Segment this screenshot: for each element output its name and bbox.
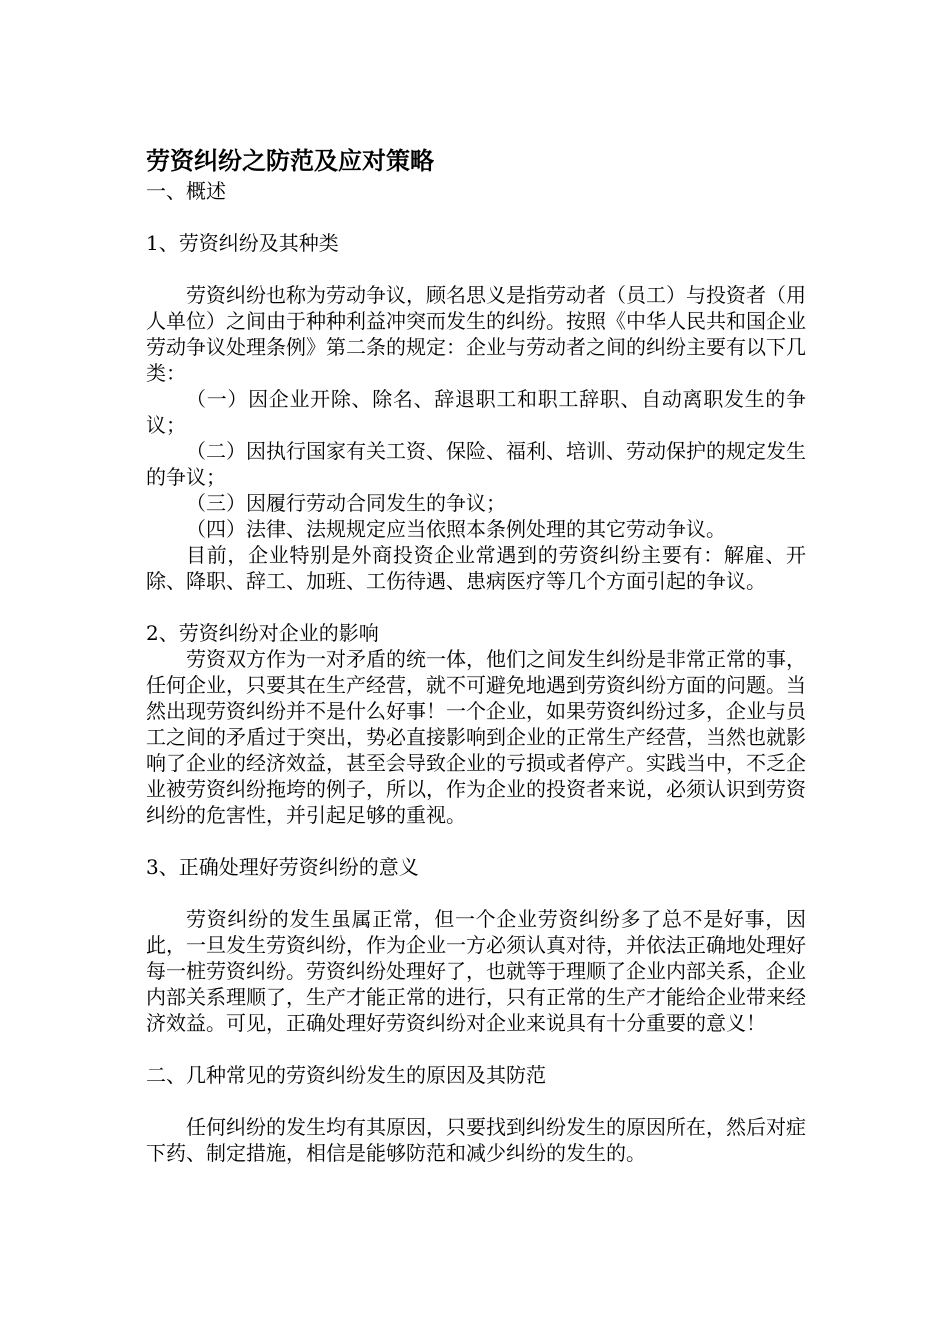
spacer <box>146 880 806 906</box>
document-page <box>146 144 806 1166</box>
subsection-heading-significance: 3、正确处理好劳资纠纷的意义 <box>146 855 419 879</box>
subsection-heading-impact: 2、劳资纠纷对企业的影响 <box>146 621 379 645</box>
spacer <box>146 594 806 620</box>
list-item-1: （一）因企业开除、除名、辞退职工和职工辞职、自动离职发生的争议； <box>146 387 806 437</box>
paragraph-causes: 任何纠纷的发生均有其原因，只要找到纠纷发生的原因所在，然后对症下药、制定措施，相信是能够防范和减少纠纷的发生的。 <box>146 1115 806 1165</box>
spacer <box>146 204 806 230</box>
paragraph-types-outro: 目前，企业特别是外商投资企业常遇到的劳资纠纷主要有：解雇、开除、降职、辞工、加班、工伤待遇、患病医疗等几个方面引起的争议。 <box>146 543 806 593</box>
section-heading-causes: 二、几种常见的劳资纠纷发生的原因及其防范 <box>146 1063 546 1087</box>
spacer <box>146 1036 806 1062</box>
list-item-3: （三）因履行劳动合同发生的争议； <box>186 491 506 515</box>
list-item-4: （四）法律、法规规定应当依照本条例处理的其它劳动争议。 <box>186 517 726 541</box>
paragraph-impact: 劳资双方作为一对矛盾的统一体，他们之间发生纠纷是非常正常的事，任何企业，只要其在生产经营，就不可避免地遇到劳资纠纷方面的问题。当然出现劳资纠纷并不是什么好事！一个企业，如果劳资纠纷过多，企业与员工之间的矛盾过于突出，势必直接影响到企业的正常生产经营，当然也就影响了企业的经济效益，甚至会导致企业的亏损或者停产。实践当中，不乏企业被劳资纠纷拖垮的例子，所以，作为企业的投资者来说，必须认识到劳资纠纷的危害性，并引起足够的重视。 <box>146 647 806 827</box>
subsection-heading-types: 1、劳资纠纷及其种类 <box>146 231 339 255</box>
spacer <box>146 1088 806 1114</box>
document-title: 劳资纠纷之防范及应对策略 <box>146 146 434 175</box>
spacer <box>146 256 806 282</box>
list-item-2: （二）因执行国家有关工资、保险、福利、培训、劳动保护的规定发生的争议； <box>146 439 806 489</box>
section-heading-overview: 一、概述 <box>146 179 226 203</box>
paragraph-significance: 劳资纠纷的发生虽属正常，但一个企业劳资纠纷多了总不是好事，因此，一旦发生劳资纠纷，作为企业一方必须认真对待，并依法正确地处理好每一桩劳资纠纷。劳资纠纷处理好了，也就等于理顺了企业内部关系，企业内部关系理顺了，生产才能正常的进行，只有正常的生产才能给企业带来经济效益。可见，正确处理好劳资纠纷对企业来说具有十分重要的意义！ <box>146 907 806 1035</box>
spacer <box>146 828 806 854</box>
paragraph-types-intro: 劳资纠纷也称为劳动争议，顾名思义是指劳动者（员工）与投资者（用人单位）之间由于种种利益冲突而发生的纠纷。按照《中华人民共和国企业劳动争议处理条例》第二条的规定：企业与劳动者之间的纠纷主要有以下几类： <box>146 283 806 385</box>
